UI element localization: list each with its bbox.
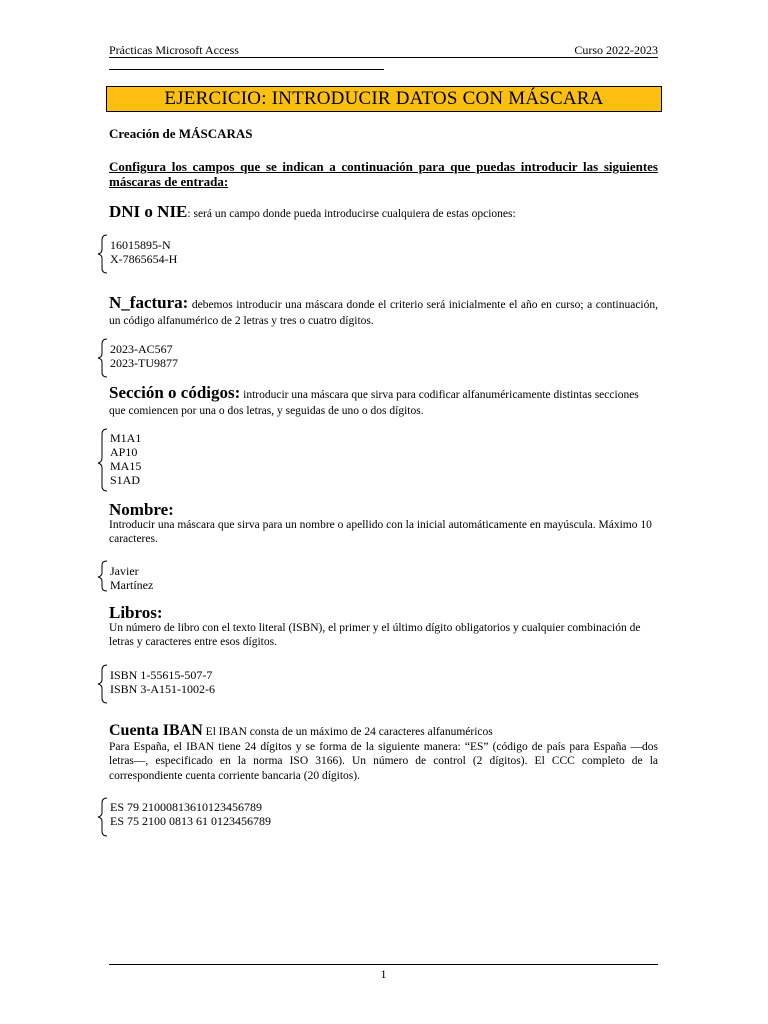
section-text: Introducir una máscara que sirva para un nombre o apellido con la inicial automáticamente en mayúscula. Máximo 10 caracteres. [109, 518, 652, 545]
section-heading: Nombre: [109, 500, 174, 519]
example-item: Javier [110, 564, 139, 578]
exercise-title: EJERCICIO: INTRODUCIR DATOS CON MÁSCARA [106, 86, 662, 112]
example-item: X-7865654-H [110, 252, 178, 266]
section-nombre [109, 500, 658, 546]
bracket-icon [97, 428, 109, 492]
section-text: introducir una máscara que sirva para codificar alfanuméricamente distintas secciones que comiencen por una o dos letras, y seguidas de uno o dos dígitos. [109, 389, 639, 417]
header-right: Curso 2022-2023 [574, 43, 658, 57]
bracket-icon [97, 560, 109, 592]
section-libros [109, 603, 658, 650]
example-item: MA15 [110, 459, 142, 473]
section-text: : será un campo donde pueda introducirse cualquiera de estas opciones: [187, 208, 516, 220]
example-item: M1A1 [110, 431, 142, 445]
section-heading: N_factura: [109, 293, 189, 312]
section-iban [109, 724, 658, 783]
example-item: ES 79 21000813610123456789 [110, 800, 263, 814]
section-text: Un número de libro con el texto literal (ISBN), el primer y el último dígito obligatorios y cualquier combinación de letras y caracteres entre esos dígitos. [109, 621, 641, 648]
bracket-icon [97, 338, 109, 378]
footer-rule [109, 964, 658, 965]
bracket-icon [97, 664, 109, 704]
section-heading: Sección o códigos: [109, 383, 241, 402]
example-list [110, 564, 153, 592]
section-factura [109, 293, 658, 328]
example-item: ISBN 3-A151-1002-6 [110, 682, 215, 696]
section-heading: DNI o NIE [109, 202, 188, 221]
section-dni [109, 202, 658, 222]
header-short-rule [109, 69, 384, 70]
section-seccion [109, 383, 658, 418]
example-list [110, 668, 215, 696]
example-item: ES 75 2100 0813 61 0123456789 [110, 814, 272, 828]
section-text: debemos introducir una máscara donde el criterio será inicialmente el año en curso; a continuación, un código alfanumérico de 2 letras y tres o cuatro dígitos. [109, 299, 658, 327]
bracket-icon [97, 234, 109, 274]
section-heading: Libros: [109, 603, 163, 622]
example-item: AP10 [110, 445, 138, 459]
subtitle: Creación de MÁSCARAS [109, 126, 253, 141]
example-list [110, 800, 271, 828]
example-item: Martínez [110, 578, 154, 592]
example-list [110, 238, 177, 266]
section-text: Para España, el IBAN tiene 24 dígitos y se forma de la siguiente manera: “ES” (código de país para España —dos letras—, especificado en la norma ISO 3166). Un número de control (2 dígitos). El CCC completo de la correspondiente cuenta corriente bancaria (20 dígitos). [109, 740, 658, 782]
example-item: 2023-TU9877 [110, 356, 178, 370]
example-item: 2023-AC567 [110, 342, 173, 356]
page-number: 1 [380, 967, 387, 981]
section-heading: Cuenta IBAN [109, 722, 203, 739]
bracket-icon [97, 797, 109, 837]
example-list [110, 342, 178, 370]
example-item: 16015895-N [110, 238, 171, 252]
header-rule [109, 57, 658, 58]
example-item: ISBN 1-55615-507-7 [110, 668, 213, 682]
example-item: S1AD [110, 473, 141, 487]
instruction: Configura los campos que se indican a continuación para que puedas introducir las siguientes máscaras de entrada: [109, 159, 658, 189]
header-left: Prácticas Microsoft Access [109, 43, 239, 57]
section-note: El IBAN consta de un máximo de 24 caracteres alfanuméricos [202, 726, 493, 738]
example-list [110, 431, 141, 487]
page-header [109, 43, 658, 58]
